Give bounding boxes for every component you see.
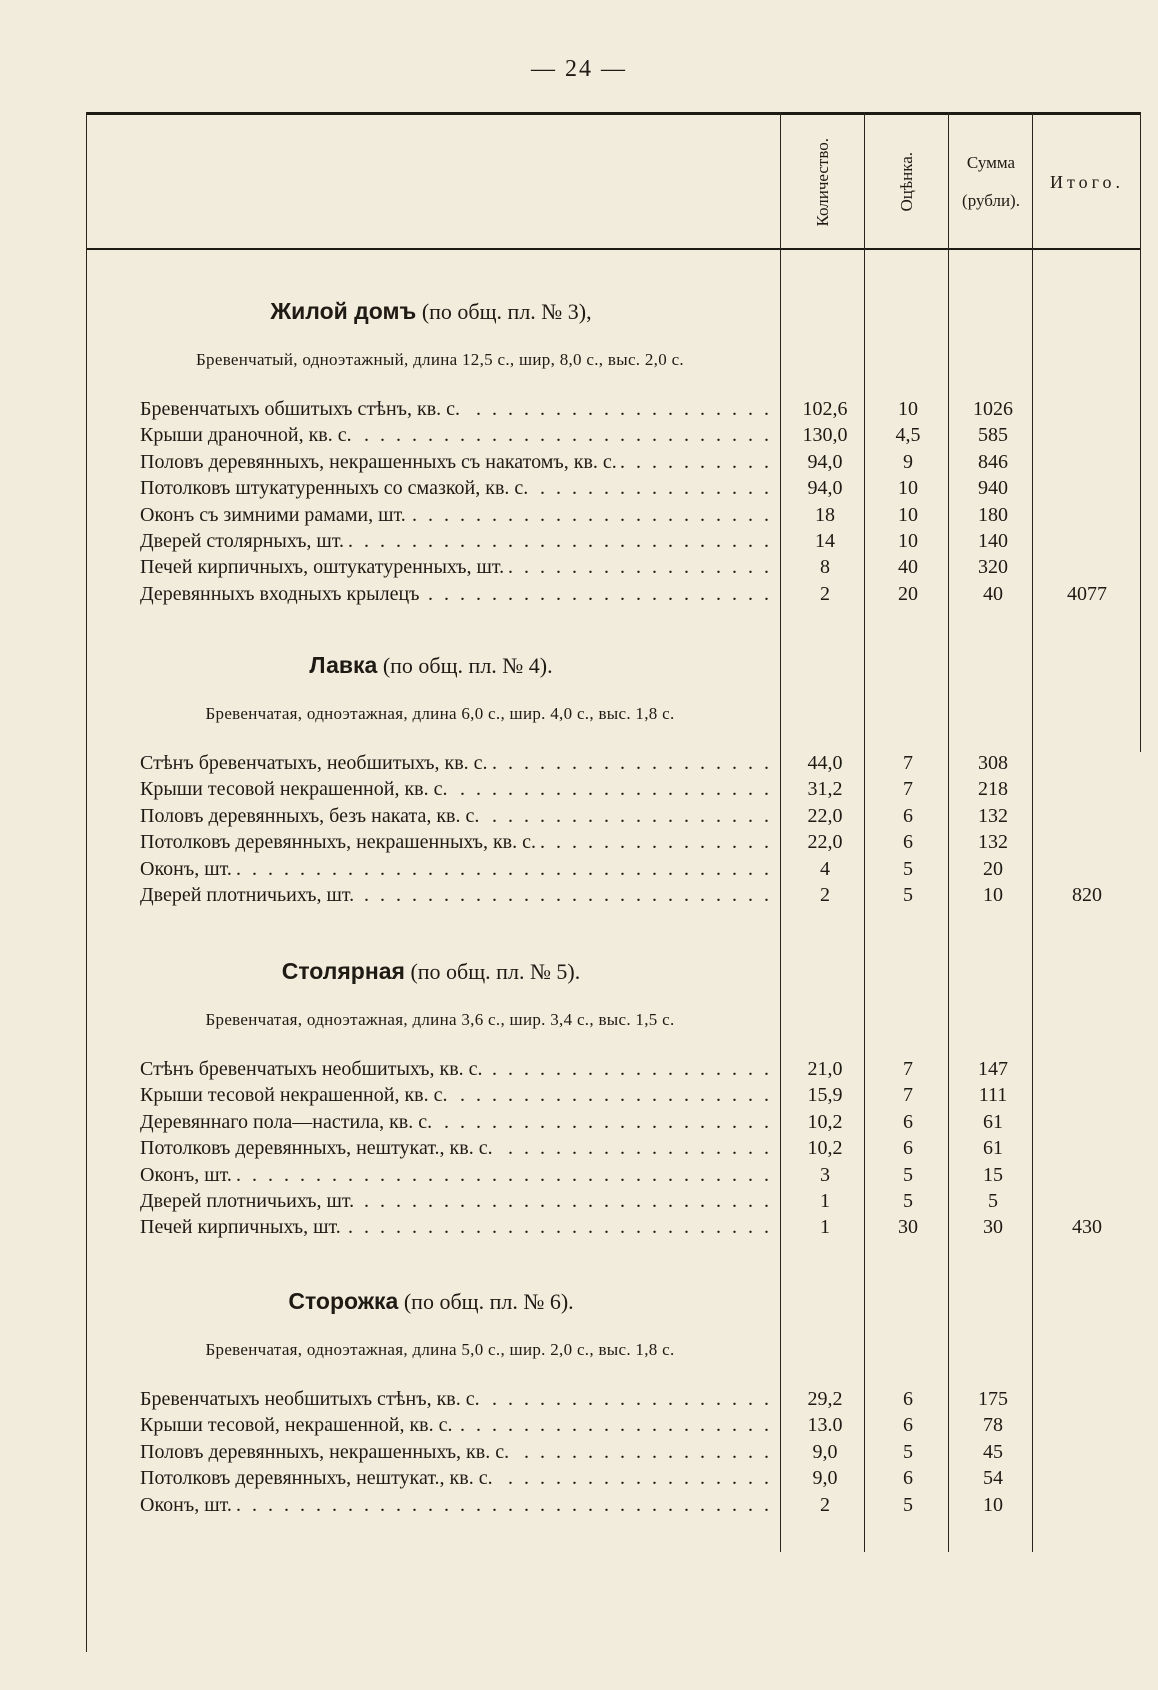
item-description-text: Потолковъ деревянныхъ, нештукат., кв. с. (140, 1137, 497, 1159)
header-rate (866, 118, 948, 246)
item-quantity: 14 (815, 530, 835, 552)
item-description (140, 530, 770, 553)
section-plan-ref: (по общ. пл. № 4). (377, 653, 553, 678)
item-description (140, 1414, 770, 1437)
item-description-text: Половъ деревянныхъ, некрашенныхъ, кв. с. (140, 1441, 513, 1463)
header-sum (950, 118, 1032, 246)
item-quantity: 31,2 (807, 778, 843, 801)
item-description-text: Печей кирпичныхъ, шт. (140, 1216, 345, 1238)
item-rate: 6 (903, 1388, 913, 1410)
item-sum: 320 (978, 556, 1008, 579)
table-row (0, 1137, 1158, 1163)
item-sum: 180 (978, 503, 1008, 526)
section-description: Бревенчатая, одноэтажная, длина 5,0 с., шир. 2,0 с., выс. 1,8 с. (205, 1340, 675, 1359)
item-description-text: Половъ деревянныхъ, некрашенныхъ съ накатомъ, кв. с. (140, 451, 621, 473)
item-quantity: 22,0 (807, 804, 843, 827)
item-sum: 15 (983, 1163, 1003, 1186)
header-sum-line1: Сумма (966, 153, 1016, 172)
item-quantity: 44,0 (807, 752, 843, 774)
item-description-text: Потолковъ деревянныхъ, нештукат., кв. с. (140, 1467, 497, 1489)
item-sum: 30 (983, 1216, 1003, 1239)
header-divider (86, 248, 1140, 250)
item-quantity: 130,0 (802, 424, 848, 447)
item-rate: 5 (903, 884, 913, 906)
item-sum: 175 (978, 1388, 1008, 1410)
item-sum: 78 (983, 1414, 1003, 1437)
header-sum-line2: (рубли). (962, 191, 1020, 210)
item-quantity: 21,0 (807, 1058, 843, 1080)
item-description-text: Деревянныхъ входныхъ крылецъ (140, 583, 424, 605)
table-row (0, 858, 1158, 884)
section-name: Лавка (309, 652, 378, 678)
item-description-text: Бревенчатыхъ обшитыхъ стѣнъ, кв. с. (140, 398, 464, 420)
table-row (0, 1414, 1158, 1440)
item-description-text: Потолковъ штукатуренныхъ со смазкой, кв. с. (140, 477, 532, 499)
item-quantity: 10,2 (807, 1137, 843, 1160)
item-description (140, 398, 770, 421)
item-rate: 10 (898, 503, 918, 526)
item-rate: 7 (903, 778, 913, 801)
item-description-text: Крыши тесовой некрашенной, кв. с. (140, 1084, 451, 1106)
item-rate: 10 (898, 398, 918, 420)
item-sum: 10 (983, 884, 1003, 906)
item-description (140, 1190, 770, 1213)
item-description-text: Крыши тесовой, некрашенной, кв. с. (140, 1414, 456, 1436)
item-description (140, 1164, 770, 1187)
section-name: Столярная (281, 958, 405, 984)
item-rate: 7 (903, 1058, 913, 1080)
item-sum: 40 (983, 582, 1003, 605)
section-name: Жилой домъ (270, 298, 417, 324)
table-row (0, 831, 1158, 857)
item-rate: 10 (898, 530, 918, 552)
item-quantity: 2 (820, 1493, 830, 1516)
header-total-label: Итого. (1049, 171, 1125, 192)
item-description-text: Половъ деревянныхъ, безъ наката, кв. с. (140, 805, 483, 827)
header-qty-label: Количество. (813, 137, 832, 227)
item-description-text: Дверей плотничьихъ, шт. (140, 1190, 358, 1212)
item-description (140, 1058, 770, 1081)
item-description-text: Оконъ, шт. (140, 858, 236, 880)
item-quantity: 13.0 (807, 1414, 843, 1437)
section-total: 4077 (1067, 582, 1107, 605)
item-description (140, 752, 770, 775)
table-row (0, 1190, 1158, 1216)
item-rate: 6 (903, 1110, 913, 1133)
item-quantity: 102,6 (802, 398, 848, 420)
table-row (0, 477, 1158, 503)
item-quantity: 18 (815, 503, 835, 526)
item-sum: 1026 (973, 398, 1013, 420)
item-description (140, 1084, 770, 1107)
table-row (0, 1388, 1158, 1414)
item-rate: 5 (903, 857, 913, 880)
item-sum: 218 (978, 778, 1008, 801)
item-quantity: 1 (820, 1216, 830, 1239)
item-rate: 7 (903, 1084, 913, 1107)
item-quantity: 15,9 (807, 1084, 843, 1107)
item-description-text: Потолковъ деревянныхъ, некрашенныхъ, кв. с. (140, 831, 540, 853)
table-row (0, 1164, 1158, 1190)
item-rate: 6 (903, 1467, 913, 1490)
item-quantity: 1 (820, 1190, 830, 1212)
item-description (140, 1467, 770, 1490)
item-description (140, 1388, 770, 1411)
item-description-text: Дверей столярныхъ, шт. (140, 530, 348, 552)
item-rate: 5 (903, 1493, 913, 1516)
item-rate: 6 (903, 1137, 913, 1160)
section-title (86, 298, 776, 325)
table-row (0, 1084, 1158, 1110)
item-rate: 6 (903, 804, 913, 827)
item-description (140, 1494, 770, 1517)
item-sum: 20 (983, 857, 1003, 880)
item-quantity: 94,0 (807, 450, 843, 473)
item-description (140, 1111, 770, 1134)
item-description (140, 1441, 770, 1464)
item-sum: 111 (978, 1084, 1008, 1107)
item-description (140, 831, 770, 854)
table-row (0, 1467, 1158, 1493)
header-total (1034, 118, 1140, 246)
table-row (0, 451, 1158, 477)
item-description (140, 477, 770, 500)
item-description (140, 451, 770, 474)
item-quantity: 2 (820, 884, 830, 906)
item-description (140, 805, 770, 828)
section-name: Сторожка (288, 1288, 399, 1314)
table-row (0, 1441, 1158, 1467)
item-rate: 10 (898, 477, 918, 500)
item-description-text: Оконъ, шт. (140, 1494, 236, 1516)
item-quantity: 4 (820, 857, 830, 880)
item-rate: 6 (903, 1414, 913, 1437)
item-description-text: Печей кирпичныхъ, оштукатуренныхъ, шт. (140, 556, 508, 578)
item-description-text: Оконъ, шт. (140, 1164, 236, 1186)
section-plan-ref: (по общ. пл. № 6). (398, 1289, 574, 1314)
item-quantity: 9,0 (812, 1440, 838, 1463)
item-quantity: 8 (820, 556, 830, 579)
table-row (0, 778, 1158, 804)
item-rate: 20 (898, 582, 918, 605)
item-rate: 5 (903, 1163, 913, 1186)
table-row (0, 884, 1158, 910)
item-quantity: 10,2 (807, 1110, 843, 1133)
item-description (140, 884, 770, 907)
table-row (0, 530, 1158, 556)
item-rate: 5 (903, 1440, 913, 1463)
item-sum: 140 (978, 530, 1008, 552)
item-description (140, 1137, 770, 1160)
item-quantity: 9,0 (812, 1467, 838, 1490)
item-sum: 132 (978, 804, 1008, 827)
item-quantity: 3 (820, 1163, 830, 1186)
item-rate: 5 (903, 1190, 913, 1212)
item-description-text: Стѣнъ бревенчатыхъ необшитыхъ, кв. с. (140, 1058, 487, 1080)
item-quantity: 29,2 (807, 1388, 843, 1410)
item-sum: 940 (978, 477, 1008, 500)
section-description: Бревенчатая, одноэтажная, длина 6,0 с., шир. 4,0 с., выс. 1,8 с. (205, 704, 675, 723)
table-row (0, 424, 1158, 450)
item-description (140, 583, 770, 606)
item-sum: 61 (983, 1137, 1003, 1160)
item-rate: 30 (898, 1216, 918, 1239)
section-title (86, 958, 776, 985)
item-description (140, 424, 770, 447)
table-row (0, 1494, 1158, 1520)
item-description (140, 556, 770, 579)
item-description (140, 504, 770, 527)
table-row (0, 1111, 1158, 1137)
item-description (140, 1216, 770, 1239)
header-rate-label: Оцѣнка. (897, 152, 916, 212)
item-sum: 54 (983, 1467, 1003, 1490)
item-rate: 4,5 (895, 424, 921, 447)
table-row (0, 805, 1158, 831)
item-sum: 132 (978, 831, 1008, 854)
section-title (86, 652, 776, 679)
section-title (86, 1288, 776, 1315)
section-total: 430 (1072, 1216, 1102, 1239)
item-sum: 147 (978, 1058, 1008, 1080)
item-description-text: Дверей плотничьихъ, шт. (140, 884, 358, 906)
table-row (0, 556, 1158, 582)
item-rate: 40 (898, 556, 918, 579)
item-rate: 7 (903, 752, 913, 774)
item-description-text: Крыши тесовой некрашенной, кв. с. (140, 778, 451, 800)
page-number: — 24 — (531, 56, 627, 82)
item-sum: 45 (983, 1440, 1003, 1463)
item-sum: 308 (978, 752, 1008, 774)
item-description (140, 778, 770, 801)
item-description-text: Оконъ съ зимними рамами, шт. (140, 504, 410, 526)
item-sum: 846 (978, 450, 1008, 473)
item-description (140, 858, 770, 881)
table-row (0, 504, 1158, 530)
section-description: Бревенчатый, одноэтажный, длина 12,5 с., шир, 8,0 с., выс. 2,0 с. (196, 350, 684, 369)
item-description-text: Бревенчатыхъ необшитыхъ стѣнъ, кв. с. (140, 1388, 484, 1410)
section-total: 820 (1072, 884, 1102, 906)
item-quantity: 22,0 (807, 831, 843, 854)
item-sum: 10 (983, 1493, 1003, 1516)
item-description-text: Крыши драночной, кв. с. (140, 424, 356, 446)
header-qty (782, 118, 864, 246)
item-quantity: 2 (820, 582, 830, 605)
item-description-text: Стѣнъ бревенчатыхъ, необшитыхъ, кв. с. (140, 752, 492, 774)
item-sum: 585 (978, 424, 1008, 447)
section-plan-ref: (по общ. пл. № 5). (404, 959, 581, 984)
item-quantity: 94,0 (807, 477, 843, 500)
item-description-text: Деревяннаго пола—настила, кв. с. (140, 1111, 436, 1133)
table-row (0, 398, 1158, 424)
table-row (0, 1216, 1158, 1242)
table-row (0, 752, 1158, 778)
section-plan-ref: (по общ. пл. № 3), (416, 299, 592, 324)
item-sum: 5 (988, 1190, 998, 1212)
table-row (0, 583, 1158, 609)
table-row (0, 1058, 1158, 1084)
section-description: Бревенчатая, одноэтажная, длина 3,6 с., шир. 3,4 с., выс. 1,5 с. (205, 1010, 675, 1029)
item-rate: 9 (903, 450, 913, 473)
item-rate: 6 (903, 831, 913, 854)
item-sum: 61 (983, 1110, 1003, 1133)
